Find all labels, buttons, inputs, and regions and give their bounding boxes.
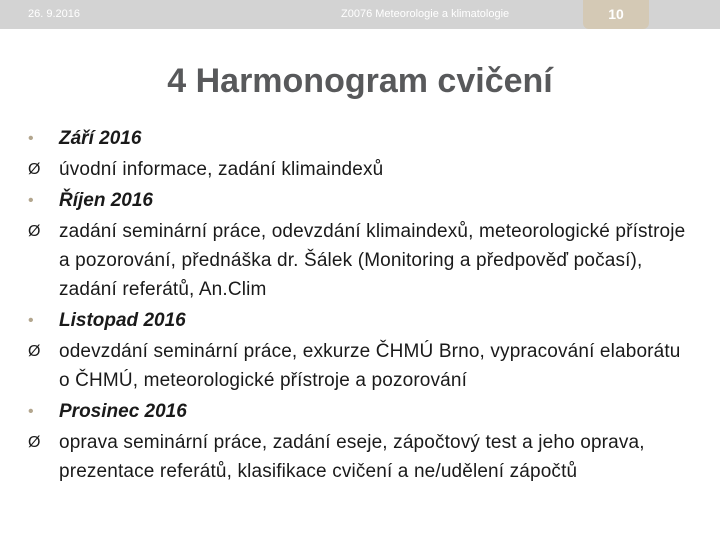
activity-item [28, 428, 693, 486]
schedule-list [28, 124, 693, 488]
header-course-name: Z0076 Meteorologie a klimatologie [341, 8, 510, 20]
activity-item [28, 217, 693, 304]
header-bar [0, 0, 720, 29]
activity-text: oprava seminární práce, zadání eseje, zápočtový test a jeho oprava, prezentace referátů, klasifikace cvičení a ne/udělení zápočtů [59, 432, 645, 482]
month-item [28, 186, 693, 215]
month-item [28, 306, 693, 335]
header-date: 26. 9.2016 [28, 8, 80, 20]
bullet-dot-icon: • [28, 192, 34, 209]
arrow-bullet-icon: Ø [28, 161, 41, 178]
page-number: 10 [583, 0, 649, 29]
activity-text: zadání seminární práce, odevzdání klimaindexů, meteorologické přístroje a pozorování, přednáška dr. Šálek (Monitoring a předpověď počasí), zadání referátů, An.Clim [59, 221, 686, 300]
slide-title: 4 Harmonogram cvičení [167, 62, 553, 100]
bullet-dot-icon: • [28, 312, 34, 329]
month-label: Říjen 2016 [59, 190, 153, 211]
activity-item [28, 337, 693, 395]
activity-text: úvodní informace, zadání klimaindexů [59, 159, 384, 180]
month-item [28, 124, 693, 153]
activity-text: odevzdání seminární práce, exkurze ČHMÚ Brno, vypracování elaborátu o ČHMÚ, meteorologické přístroje a pozorování [59, 341, 681, 391]
month-item [28, 397, 693, 426]
activity-item [28, 155, 693, 184]
arrow-bullet-icon: Ø [28, 223, 41, 240]
bullet-dot-icon: • [28, 403, 34, 420]
month-label: Září 2016 [59, 128, 142, 149]
bullet-dot-icon: • [28, 130, 34, 147]
month-label: Prosinec 2016 [59, 401, 187, 422]
arrow-bullet-icon: Ø [28, 343, 41, 360]
month-label: Listopad 2016 [59, 310, 186, 331]
arrow-bullet-icon: Ø [28, 434, 41, 451]
